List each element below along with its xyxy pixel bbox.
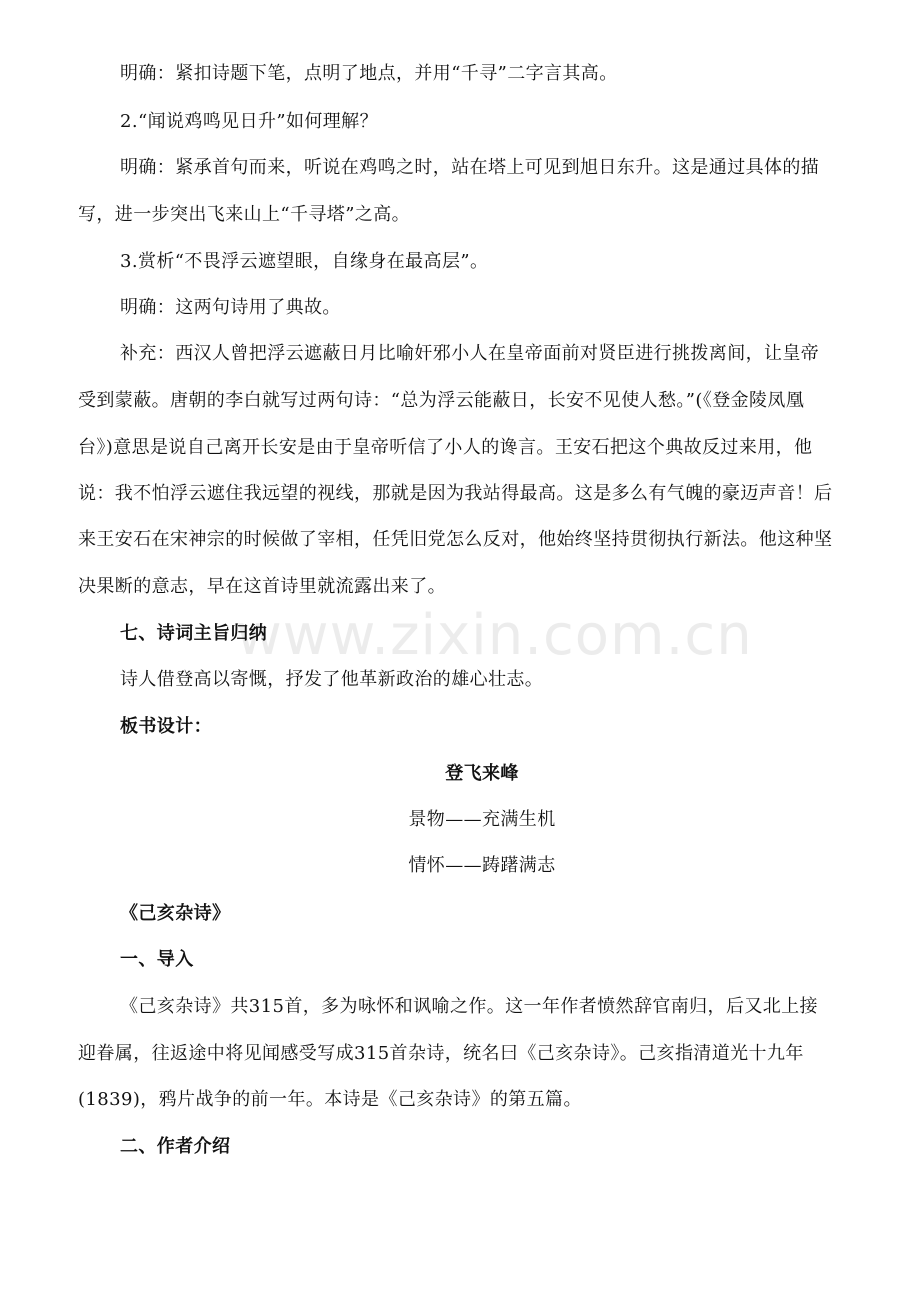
paragraph-answer-2-line-2: 写，进一步突出飞来山上“千寻塔”之高。	[78, 204, 411, 225]
board-design-heading: 板书设计：	[120, 716, 212, 737]
intro-line-2: 迎眷属，往返途中将见闻感受写成315首杂诗，统名曰《己亥杂诗》。己亥指清道光十九年	[78, 1043, 804, 1064]
paragraph-answer-1: 明确：紧扣诗题下笔，点明了地点，并用“千寻”二字言其高。	[120, 63, 618, 84]
section-heading-intro: 一、导入	[120, 949, 194, 970]
intro-line-1: 《己亥杂诗》共315首，多为咏怀和讽喻之作。这一年作者愤然辞官南归，后又北上接	[120, 996, 818, 1017]
supplement-line-5: 来王安石在宋神宗的时候做了宰相，任凭旧党怎么反对，他始终坚持贯彻执行新法。他这种坚	[78, 529, 833, 550]
watermark: www.zixin.com.cn	[236, 603, 753, 668]
paragraph-answer-3: 明确：这两句诗用了典故。	[120, 297, 341, 318]
section-heading-author: 二、作者介绍	[120, 1136, 231, 1157]
board-title: 登飞来峰	[445, 763, 519, 784]
theme-summary: 诗人借登高以寄慨，抒发了他革新政治的雄心壮志。	[120, 669, 544, 690]
question-2: 2.“闻说鸡鸣见日升”如何理解？	[120, 111, 378, 132]
question-3: 3.赏析“不畏浮云遮望眼，自缘身在最高层”。	[120, 251, 489, 272]
supplement-line-1: 补充：西汉人曾把浮云遮蔽日月比喻奸邪小人在皇帝面前对贤臣进行挑拨离间，让皇帝	[120, 343, 820, 364]
board-line-feeling: 情怀——踌躇满志	[408, 855, 556, 876]
supplement-line-4: 说：我不怕浮云遮住我远望的视线，那就是因为我站得最高。这是多么有气魄的豪迈声音！后	[78, 483, 833, 504]
paragraph-answer-2-line-1: 明确：紧承首句而来，听说在鸡鸣之时，站在塔上可见到旭日东升。这是通过具体的描	[120, 157, 820, 178]
board-line-scenery: 景物——充满生机	[408, 809, 556, 830]
section-heading-7: 七、诗词主旨归纳	[120, 623, 268, 644]
poem-title: 《己亥杂诗》	[120, 903, 231, 924]
supplement-line-3: 台》)意思是说自己离开长安是由于皇帝听信了小人的谗言。王安石把这个典故反过来用，他	[78, 437, 813, 458]
intro-line-3: (1839)，鸦片战争的前一年。本诗是《己亥杂诗》的第五篇。	[78, 1089, 582, 1110]
supplement-line-2: 受到蒙蔽。唐朝的李白就写过两句诗：“总为浮云能蔽日，长安不见使人愁。”(《登金陵凤凰	[78, 390, 805, 411]
supplement-line-6: 决果断的意志，早在这首诗里就流露出来了。	[78, 576, 446, 597]
